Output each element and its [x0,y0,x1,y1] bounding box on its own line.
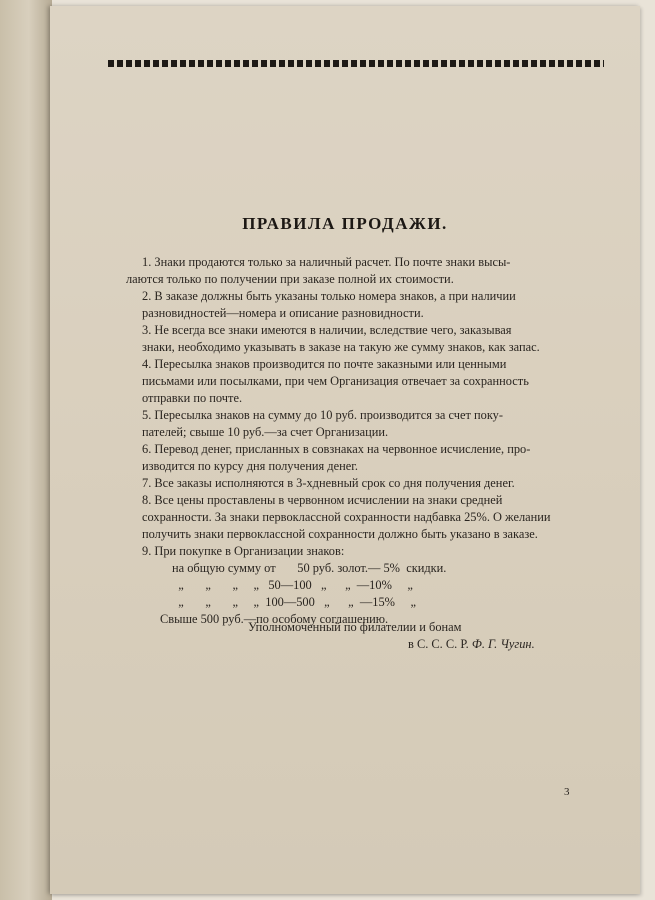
signature-title: Уполномоченный по филателии и бонам [248,620,462,634]
signature-name-line [408,636,535,653]
rule-9: 9. При покупке в Организации знаков: [142,544,345,558]
rule-5: 5. Пересылка знаков на сумму до 10 руб. производится за счет поку- пателей; свыше 10 руб.—за счет Организации. [142,408,503,439]
left-page-edge [0,0,52,900]
rule-3: 3. Не всегда все знаки имеются в наличии, вследствие чего, заказывая знаки, необходимо указывать в заказе на такую же сумму знаков, как запас. [142,323,540,354]
discount-row: на общую сумму от 50 руб. золот.— 5% скидки. [172,561,447,575]
rule-1: 1. Знаки продаются только за наличный расчет. По почте знаки высы- лаются только по получении при заказе полной их стоимости. [126,255,511,286]
rule-8: 8. Все цены проставлены в червонном исчислении на знаки средней сохранности. За знаки первоклассной сохранности надбавка 25%. О желании получить знаки первоклассной сохранности должно быть указано в заказе. [142,493,551,541]
rule-4: 4. Пересылка знаков производится по почте заказными или ценными письмами или посылками, при чем Организация отвечает за сохранность отправки по почте. [142,357,529,405]
page-title: ПРАВИЛА ПРОДАЖИ. [242,214,448,233]
discount-table [172,560,616,611]
discount-row: „ „ „ „ 100—500 „ „ —15% „ [172,595,416,609]
rule-7: 7. Все заказы исполняются в 3-хдневный срок со дня получения денег. [142,476,515,490]
decorative-dashed-rule [108,60,604,67]
discount-row: „ „ „ „ 50—100 „ „ —10% „ [172,578,413,592]
rule-6: 6. Перевод денег, присланных в совзнаках на червонное исчисление, про- изводится по курсу дня получения денег. [142,442,531,473]
signature-country: в С. С. С. Р. [408,637,469,651]
signature-name: Ф. Г. Чугин. [471,637,535,651]
page-number: 3 [564,786,570,798]
document-page [50,6,640,894]
rule-2: 2. В заказе должны быть указаны только номера знаков, а при наличии разновидностей—номера и описание разновидности. [142,289,516,320]
rules-body [126,254,616,628]
discount-note: Свыше 500 руб.—по особому соглашению. [160,612,389,626]
